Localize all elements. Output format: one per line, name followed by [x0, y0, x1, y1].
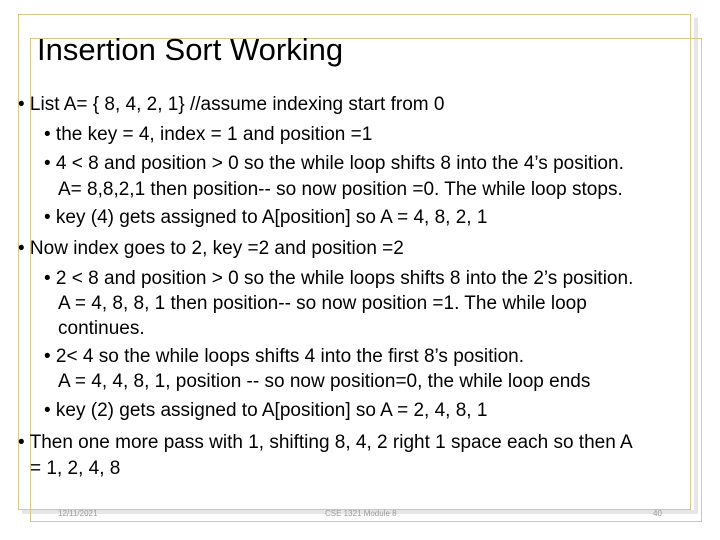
bullet-level2: • 2 < 8 and position > 0 so the while loops shifts 8 into the 2’s position. — [44, 268, 634, 289]
footer-page-number: 40 — [653, 509, 662, 518]
bullet-continuation: = 1, 2, 4, 8 — [30, 458, 121, 479]
bullet-level2: • key (2) gets assigned to A[position] so A = 2, 4, 8, 1 — [44, 400, 488, 421]
bullet-level2: • 2< 4 so the while loops shifts 4 into the first 8’s position. — [44, 346, 524, 367]
footer-course: CSE 1321 Module 8 — [325, 509, 397, 518]
bullet-level1: • Then one more pass with 1, shifting 8, 4, 2 right 1 space each so then A — [18, 432, 633, 453]
bullet-continuation: A = 4, 4, 8, 1, position -- so now position=0, the while loop ends — [58, 371, 591, 392]
slide-title: Insertion Sort Working — [37, 32, 344, 67]
bullet-level1: • List A= { 8, 4, 2, 1} //assume indexing start from 0 — [18, 94, 445, 115]
bullet-level2: • the key = 4, index = 1 and position =1 — [44, 124, 373, 145]
bullet-continuation: A = 4, 8, 8, 1 then position-- so now position =1. The while loop — [58, 293, 587, 314]
footer-date: 12/11/2021 — [58, 509, 98, 518]
bullet-level2: • 4 < 8 and position > 0 so the while loop shifts 8 into the 4’s position. — [44, 153, 624, 174]
bullet-level2: • key (4) gets assigned to A[position] so A = 4, 8, 2, 1 — [44, 207, 488, 228]
bullet-continuation: continues. — [58, 318, 145, 339]
bullet-continuation: A= 8,8,2,1 then position-- so now position =0. The while loop stops. — [58, 179, 623, 200]
bullet-level1: • Now index goes to 2, key =2 and position =2 — [18, 238, 404, 259]
